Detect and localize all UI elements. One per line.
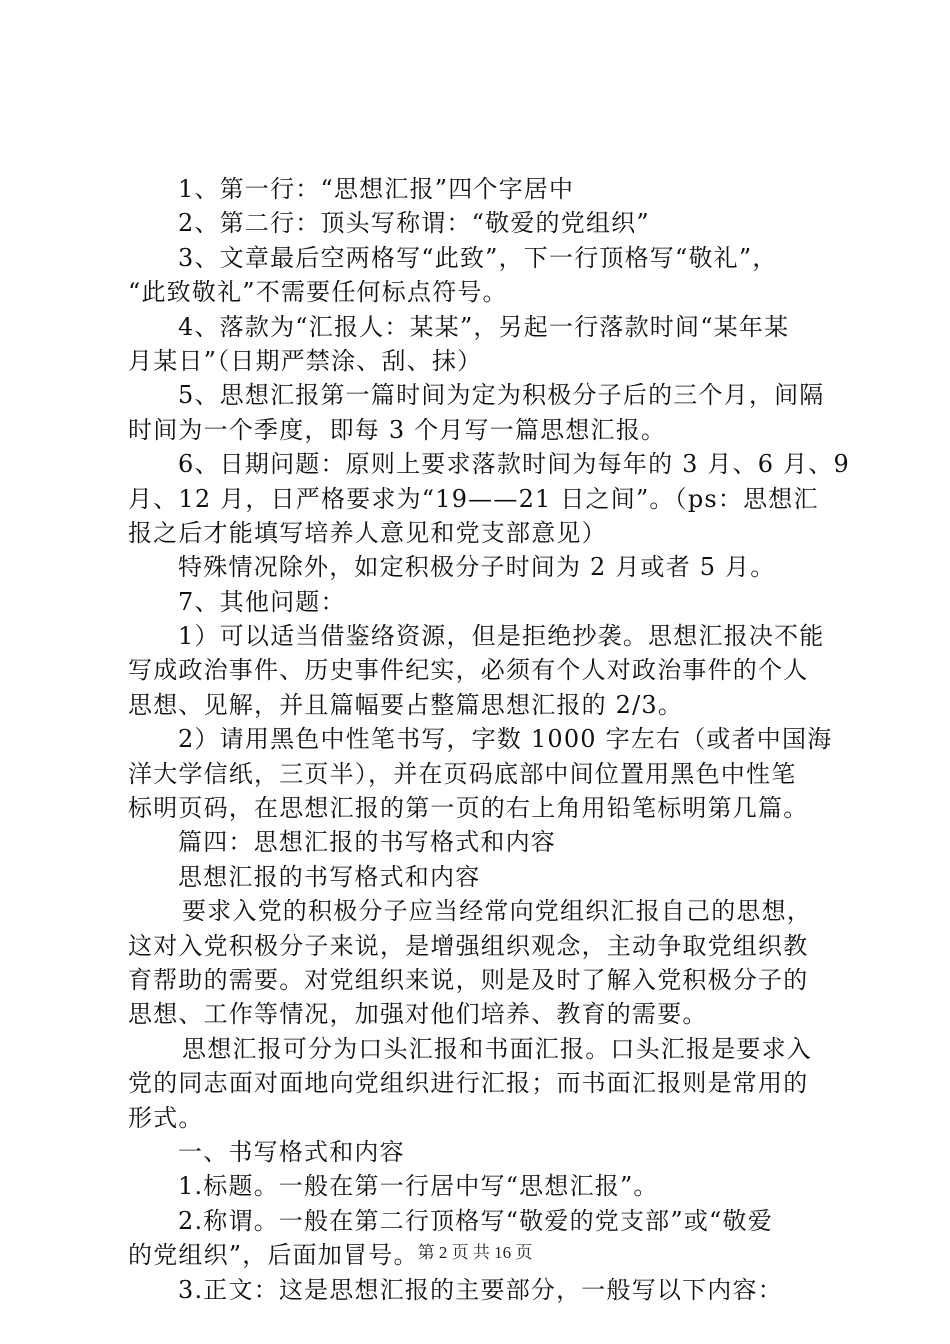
document-body [128, 172, 850, 1307]
paragraph-line: 特殊情况除外，如定积极分子时间为 2 月或者 5 月。 [178, 553, 776, 582]
paragraph-line: 2、第二行：顶头写称谓：“敬爱的党组织” [178, 209, 650, 238]
paragraph-line: 2）请用黑色中性笔书写，字数 1000 字左右（或者中国海 [178, 725, 833, 754]
paragraph-line: 1）可以适当借鉴络资源，但是拒绝抄袭。思想汇报决不能 [178, 622, 825, 651]
paragraph-line: 报之后才能填写培养人意见和党支部意见） [128, 518, 607, 547]
paragraph-line: 3.正文：这是思想汇报的主要部分，一般写以下内容： [178, 1275, 783, 1304]
section-heading: 篇四：思想汇报的书写格式和内容 [178, 828, 556, 857]
paragraph-line: 的党组织”，后面加冒号。 [128, 1241, 419, 1270]
page-number-footer: 第 2 页 共 16 页 [417, 1243, 533, 1262]
paragraph-line: 思想、工作等情况，加强对他们培养、教育的需要。 [128, 1000, 708, 1029]
paragraph-line: 写成政治事件、历史事件纪实，必须有个人对政治事件的个人 [128, 656, 809, 685]
paragraph-line: 要求入党的积极分子应当经常向党组织汇报自己的思想， [182, 897, 812, 926]
paragraph-line: 6、日期问题：原则上要求落款时间为每年的 3 月、6 月、9 [178, 450, 850, 479]
paragraph-line: 党的同志面对面地向党组织进行汇报；而书面汇报则是常用的 [128, 1069, 809, 1098]
section-heading: 一、书写格式和内容 [178, 1137, 405, 1166]
paragraph-line: 5、思想汇报第一篇时间为定为积极分子后的三个月，间隔 [178, 381, 825, 410]
paragraph-line: 标明页码，在思想汇报的第一页的右上角用铅笔标明第几篇。 [128, 794, 809, 823]
paragraph-line: 2.称谓。一般在第二行顶格写“敬爱的党支部”或“敬爱 [178, 1206, 773, 1235]
paragraph-line: 这对入党积极分子来说，是增强组织观念，主动争取党组织教 [128, 931, 809, 960]
paragraph-line: 洋大学信纸，三页半），并在页码底部中间位置用黑色中性笔 [128, 759, 797, 788]
paragraph-line: 育帮助的需要。对党组织来说，则是及时了解入党积极分子的 [128, 965, 809, 994]
paragraph-line: 形式。 [128, 1103, 204, 1132]
paragraph-line: 4、落款为“汇报人：某某”，另起一行落款时间“某年某 [178, 312, 790, 341]
paragraph-line: 3、文章最后空两格写“此致”，下一行顶格写“敬礼”， [178, 243, 778, 272]
paragraph-line: 1、第一行：“思想汇报”四个字居中 [178, 175, 575, 203]
paragraph-line: 1.标题。一般在第一行居中写“思想汇报”。 [178, 1172, 659, 1201]
paragraph-line: 月某日”（日期严禁涂、刮、抹） [128, 346, 483, 375]
paragraph-line: 时间为一个季度，即每 3 个月写一篇思想汇报。 [128, 415, 667, 444]
paragraph-line: 思想汇报可分为口头汇报和书面汇报。口头汇报是要求入 [182, 1034, 812, 1063]
section-subheading: 思想汇报的书写格式和内容 [178, 862, 481, 891]
paragraph-line: “此致敬礼”不需要任何标点符号。 [128, 278, 508, 307]
paragraph-line: 7、其他问题： [178, 587, 346, 616]
paragraph-line: 思想、见解，并且篇幅要占整篇思想汇报的 2/3。 [128, 690, 684, 719]
paragraph-line: 月、12 月，日严格要求为“19——21 日之间”。（ps：思想汇 [128, 484, 819, 513]
